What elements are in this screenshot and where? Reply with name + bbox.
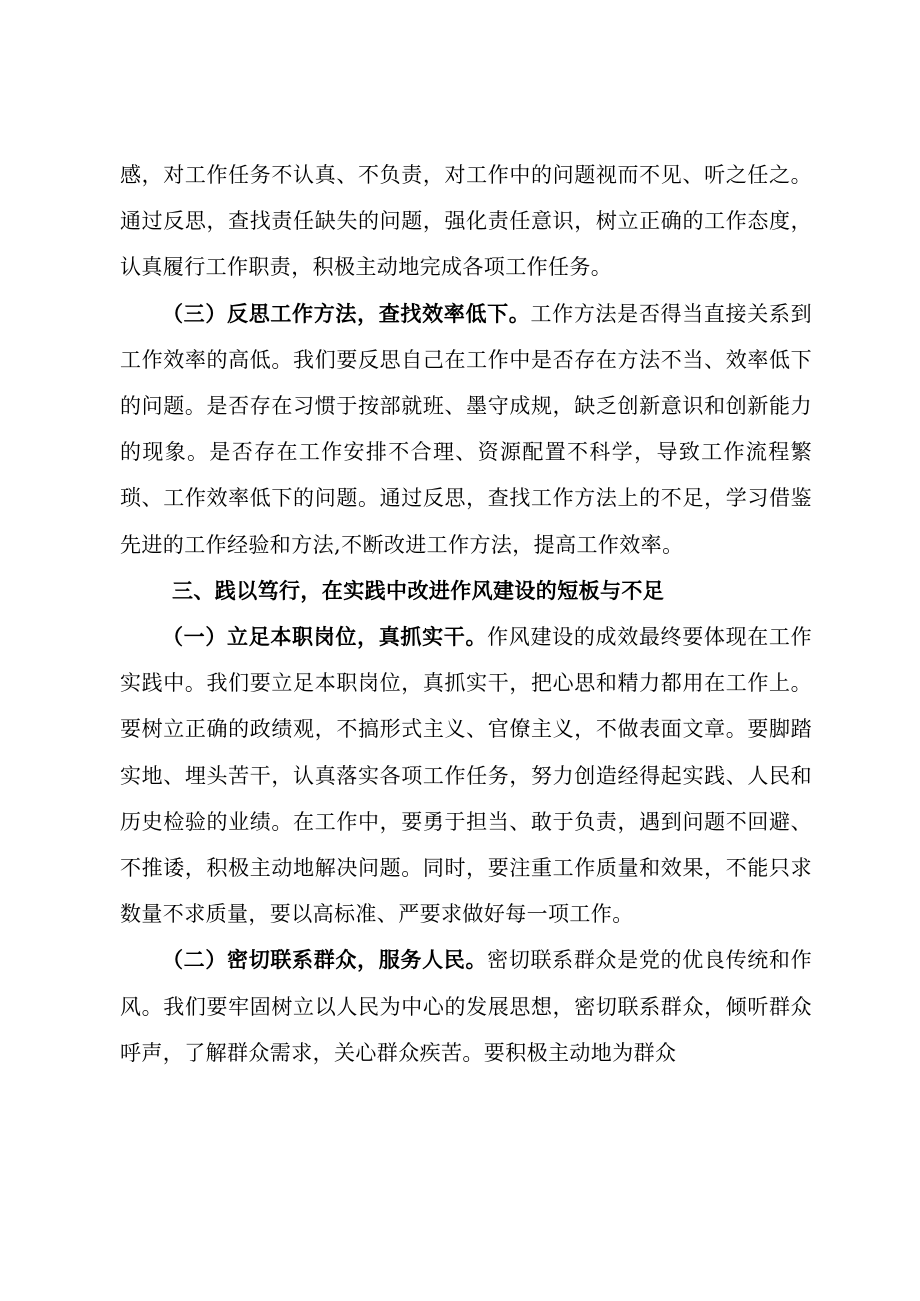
section-heading: 三、践以笃行，在实践中改进作风建设的短板与不足 xyxy=(172,577,665,603)
paragraph-continuation xyxy=(120,152,812,291)
paragraph-work-methods xyxy=(120,291,812,568)
document-body xyxy=(120,152,812,1076)
paragraph-job-position xyxy=(120,614,812,937)
paragraph-lead-heading: （二）密切联系群众，服务人民。 xyxy=(162,947,488,973)
paragraph-lead-heading: （一）立足本职岗位，真抓实干。 xyxy=(162,624,488,650)
paragraph-text: 感，对工作任务不认真、不负责，对工作中的问题视而不见、听之任之。通过反思，查找责任缺失的问题，强化责任意识，树立正确的工作态度，认真履行工作职责，积极主动地完成各项工作任务。 xyxy=(120,163,812,280)
paragraph-text: 作风建设的成效最终要体现在工作实践中。我们要立足本职岗位，真抓实干，把心思和精力都用在工作上。要树立正确的政绩观，不搞形式主义、官僚主义，不做表面文章。要脚踏实地、埋头苦干，认真落实各项工作任务，努力创造经得起实践、人民和历史检验的业绩。在工作中，要勇于担当、敢于负责，遇到问题不回避、不推诿，积极主动地解决问题。同时，要注重工作质量和效果，不能只求数量不求质量，要以高标准、严要求做好每一项工作。 xyxy=(120,625,813,927)
paragraph-text: 工作方法是否得当直接关系到工作效率的高低。我们要反思自己在工作中是否存在方法不当、效率低下的问题。是否存在习惯于按部就班、墨守成规，缺乏创新意识和创新能力的现象。是否存在工作安排不合理、资源配置不科学，导致工作流程繁琐、工作效率低下的问题。通过反思，查找工作方法上的不足，学习借鉴先进的工作经验和方法,不断改进工作方法，提高工作效率。 xyxy=(120,301,812,557)
paragraph-lead-heading: （三）反思工作方法，查找效率低下。 xyxy=(162,300,531,326)
paragraph-serve-people xyxy=(120,937,812,1076)
paragraph-text: 密切联系群众是党的优良传统和作风。我们要牢固树立以人民为中心的发展思想，密切联系群众，倾听群众呼声，了解群众需求，关心群众疾苦。要积极主动地为群众 xyxy=(120,948,813,1065)
